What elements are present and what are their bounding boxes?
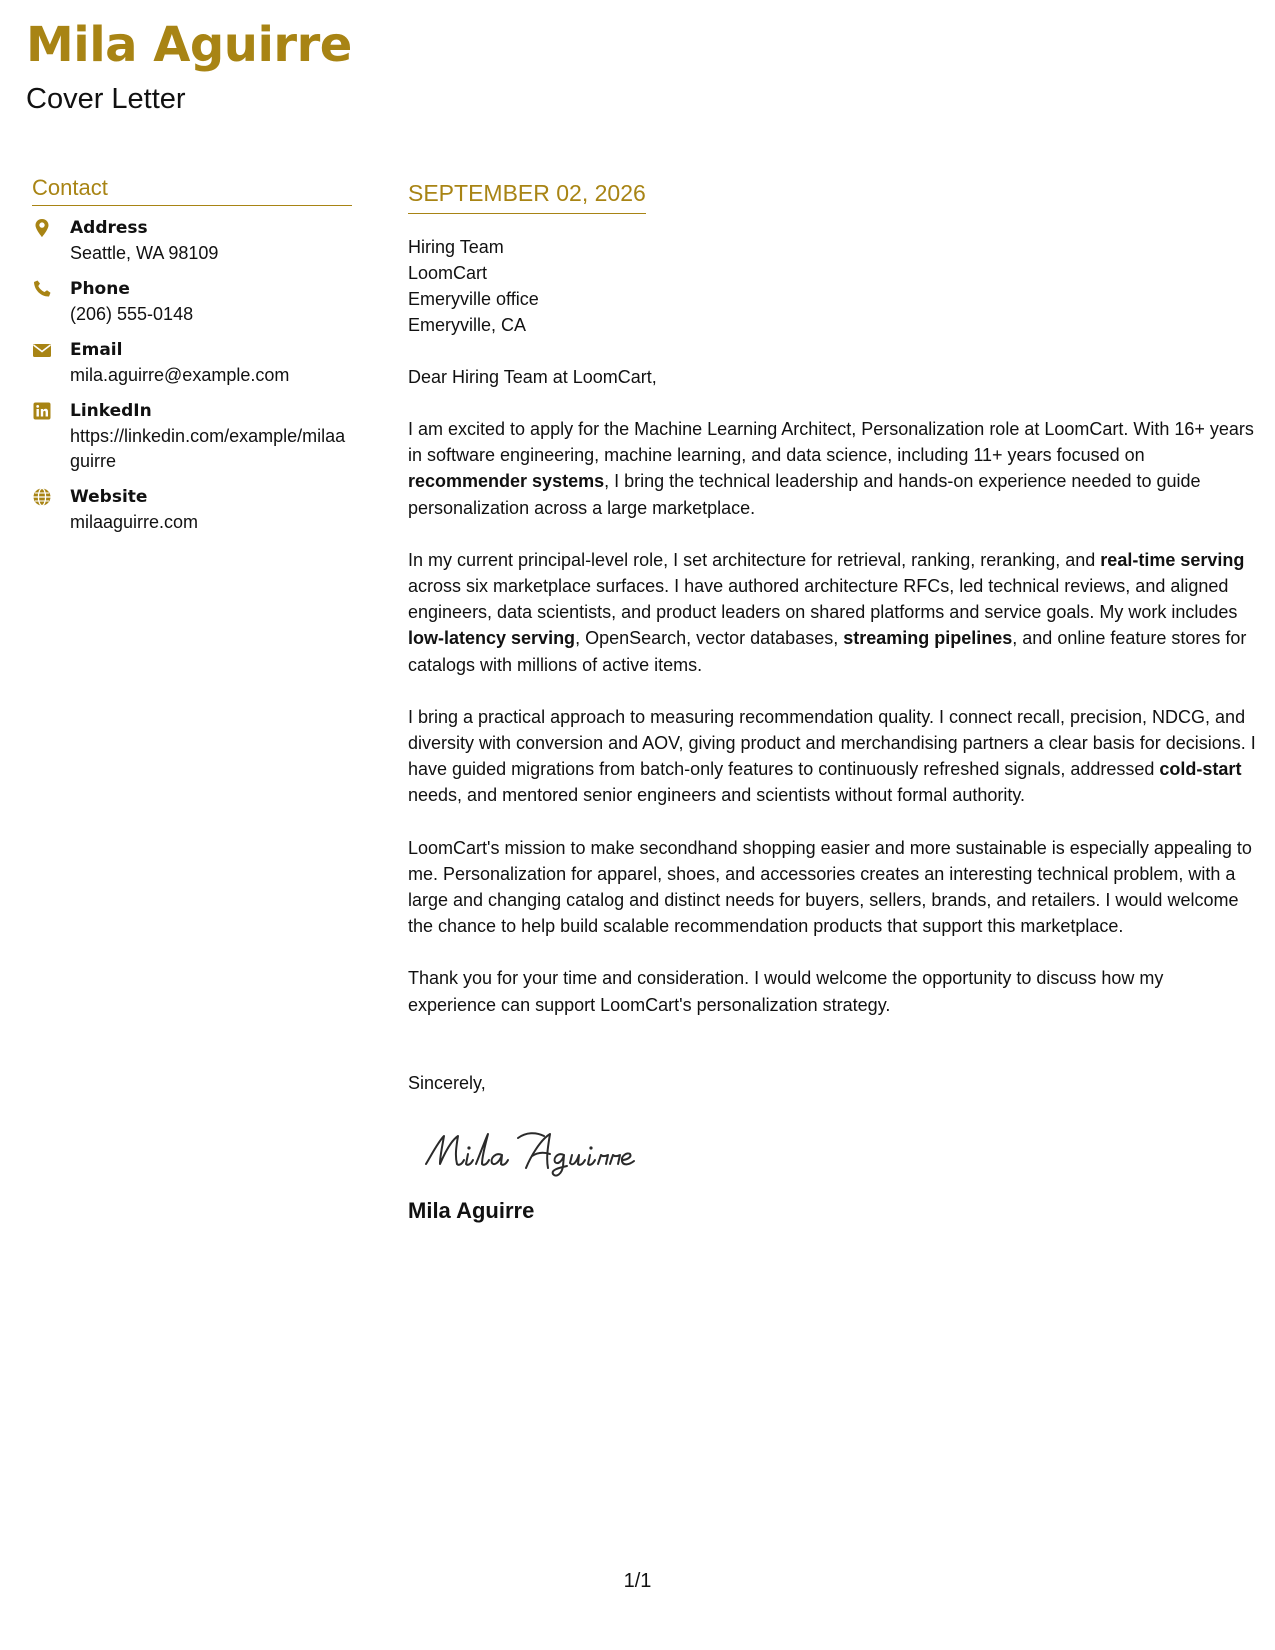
- contact-website: [32, 485, 352, 535]
- paragraph-text: needs, and mentored senior engineers and scientists without formal authority.: [408, 785, 1026, 806]
- letter-paragraph: [408, 704, 1256, 809]
- recipient-line: Emeryville, CA: [408, 315, 527, 335]
- paragraph-text: I am excited to apply for the Machine Learning Architect, Personalization role at LoomCart. With 16+ years in software engineering, machine learning, and data science, including 11+ years focused on: [408, 419, 1254, 466]
- letter-body: [408, 180, 1256, 1224]
- map-pin-icon: [32, 216, 70, 238]
- paragraph-text: I bring a practical approach to measuring recommendation quality. I connect recall, precision, NDCG, and diversity with conversion and AOV, giving product and merchandising partners a clear basis for decisions. I have guided migrations from batch-only features to continuously refreshed signals, addressed: [408, 706, 1256, 780]
- recipient-line: Hiring Team: [408, 237, 504, 257]
- contact-email-label: Email: [70, 340, 123, 360]
- paragraph-text: In my current principal-level role, I set architecture for retrieval, ranking, reranking, and: [408, 549, 1101, 570]
- emphasized-phrase: low-latency serving: [408, 628, 576, 649]
- linkedin-icon: [32, 399, 70, 421]
- letter-date: SEPTEMBER 02, 2026: [408, 180, 646, 214]
- contact-linkedin: [32, 399, 352, 474]
- document-type: Cover Letter: [26, 83, 186, 115]
- paragraph-text: LoomCart's mission to make secondhand shopping easier and more sustainable is especially appealing to me. Personalization for apparel, shoes, and accessories creates an interesting technical problem, with a large and changing catalog and distinct needs for buyers, sellers, brands, and retailers. I would welcome the chance to help build scalable recommendation products that support this marketplace.: [408, 837, 1252, 937]
- recipient-line: LoomCart: [408, 263, 488, 283]
- paragraph-text: , and online feature stores for catalogs with millions of active items.: [408, 628, 1247, 675]
- contact-address-value: Seattle, WA 98109: [70, 243, 219, 263]
- contact-linkedin-value[interactable]: https://linkedin.com/example/milaaguirre: [70, 426, 346, 471]
- paragraph-text: , OpenSearch, vector databases,: [575, 628, 844, 649]
- contact-website-label: Website: [70, 487, 148, 507]
- paragraph-text: Thank you for your time and consideration. I would welcome the opportunity to discuss how my experience can support LoomCart's personalization strategy.: [408, 968, 1164, 1015]
- recipient-block: [408, 234, 1256, 338]
- letter-paragraph: [408, 547, 1256, 678]
- contact-email-value[interactable]: mila.aguirre@example.com: [70, 365, 290, 385]
- contact-phone-value: (206) 555-0148: [70, 304, 194, 324]
- salutation: Dear Hiring Team at LoomCart,: [408, 367, 657, 387]
- page-number: 1/1: [623, 1570, 652, 1592]
- contact-heading: Contact: [32, 175, 352, 206]
- emphasized-phrase: real-time serving: [1100, 549, 1245, 570]
- globe-icon: [32, 485, 70, 507]
- paragraph-text: , I bring the technical leadership and hands-on experience needed to guide personalization across a large marketplace.: [408, 471, 1201, 518]
- contact-phone: [32, 277, 352, 327]
- letter-paragraph: [408, 965, 1256, 1017]
- emphasized-phrase: cold-start: [1159, 759, 1242, 780]
- letter-paragraph: [408, 416, 1256, 521]
- letter-paragraphs: [408, 416, 1256, 1018]
- emphasized-phrase: streaming pipelines: [843, 628, 1013, 649]
- emphasized-phrase: recommender systems: [408, 471, 605, 492]
- phone-icon: [32, 277, 70, 299]
- applicant-name: Mila Aguirre: [26, 17, 352, 73]
- paragraph-text: across six marketplace surfaces. I have authored architecture RFCs, led technical reviews, and aligned engineers, data scientists, and product leaders on shared platforms and service goals. My work includes: [408, 576, 1238, 623]
- closing: Sincerely,: [408, 1072, 486, 1093]
- contact-sidebar: [32, 175, 352, 546]
- contact-address-label: Address: [70, 218, 148, 238]
- signature-image: [422, 1124, 662, 1180]
- recipient-line: Emeryville office: [408, 289, 539, 309]
- contact-linkedin-label: LinkedIn: [70, 401, 152, 421]
- contact-address: [32, 216, 352, 266]
- contact-email: [32, 338, 352, 388]
- contact-phone-label: Phone: [70, 279, 130, 299]
- letter-paragraph: [408, 835, 1256, 940]
- envelope-icon: [32, 338, 70, 360]
- signed-name: Mila Aguirre: [408, 1197, 535, 1223]
- contact-website-value[interactable]: milaaguirre.com: [70, 512, 199, 532]
